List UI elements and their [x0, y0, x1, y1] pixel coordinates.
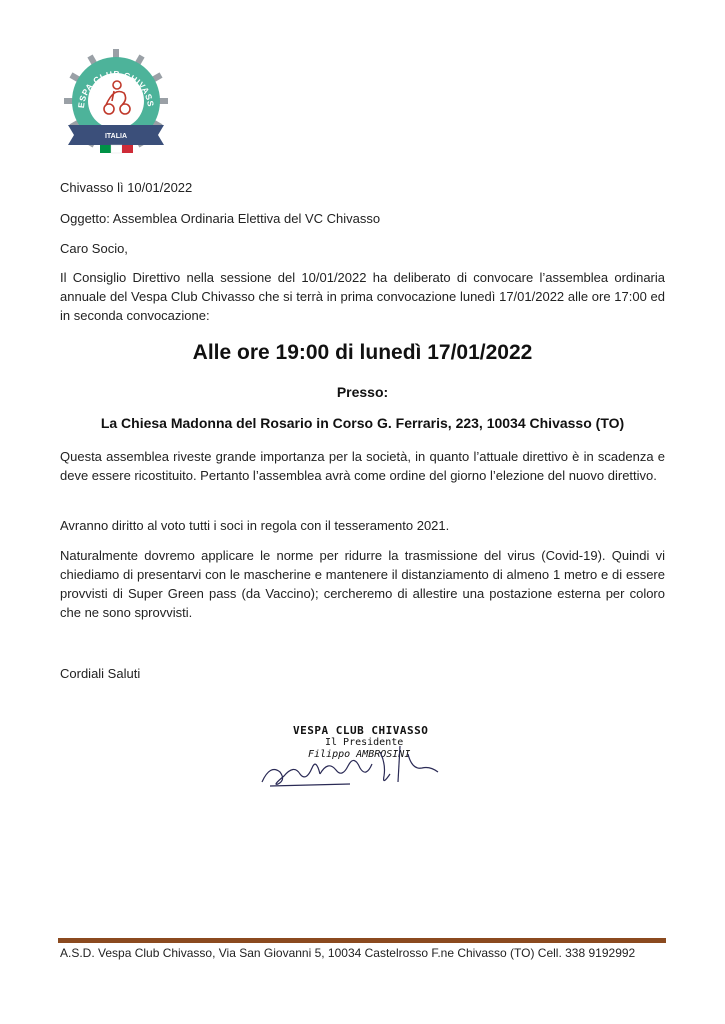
footer-rule [58, 938, 666, 943]
closing: Cordiali Saluti [60, 666, 141, 681]
covid-paragraph: Naturalmente dovremo applicare le norme per ridurre la trasmissione del virus (Covid-19). Quindi vi chiediamo di presentarvi con le mascherine e mantenere il distanziamento di almeno 1 metro e di essere provvisti di Super Green pass (da Vaccino); cercheremo di allestire una postazione esterna per coloro che ne sono sprovvisti. [60, 548, 665, 620]
intro-paragraph: Il Consiglio Direttivo nella sessione del 10/01/2022 ha deliberato di convocare l’assemblea ordinaria annuale del Vespa Club Chivasso che si terrà in prima convocazione lunedì 17/01/2022 alle ore 17:00 ed in seconda convocazione: [60, 270, 665, 323]
stamp-signer-name: Filippo AMBROSINI [308, 749, 411, 760]
club-logo [62, 47, 170, 155]
logo-banner-text: ITALIA [104, 133, 128, 140]
voting-paragraph: Avranno diritto al voto tutti i soci in regola con il tesseramento 2021. [60, 518, 450, 533]
signature-stamp [250, 724, 480, 794]
subject-line: Oggetto: Assemblea Ordinaria Elettiva del VC Chivasso [60, 211, 381, 226]
meeting-headline: Alle ore 19:00 di lunedì 17/01/2022 [192, 341, 533, 364]
place-date: Chivasso lì 10/01/2022 [60, 180, 193, 195]
importance-paragraph: Questa assemblea riveste grande importanza per la società, in quanto l’attuale direttivo è in scadenza e deve essere ricostituito. Pertanto l’assemblea avrà come ordine del giorno l’elezione del nuovo direttivo. [60, 449, 665, 483]
greeting: Caro Socio, [60, 241, 128, 256]
stamp-role: Il Presidente [325, 737, 404, 748]
presso-label: Presso: [336, 384, 389, 400]
footer-address: A.S.D. Vespa Club Chivasso, Via San Giovanni 5, 10034 Castelrosso F.ne Chivasso (TO) Cell. 338 9192992 [60, 946, 636, 960]
stamp-club-name: VESPA CLUB CHIVASSO [293, 724, 429, 737]
logo-ring-text: ESPA CLUB CHIVASS [75, 68, 157, 109]
venue-address: La Chiesa Madonna del Rosario in Corso G. Ferraris, 223, 10034 Chivasso (TO) [100, 415, 625, 431]
handwritten-signature [250, 724, 480, 794]
